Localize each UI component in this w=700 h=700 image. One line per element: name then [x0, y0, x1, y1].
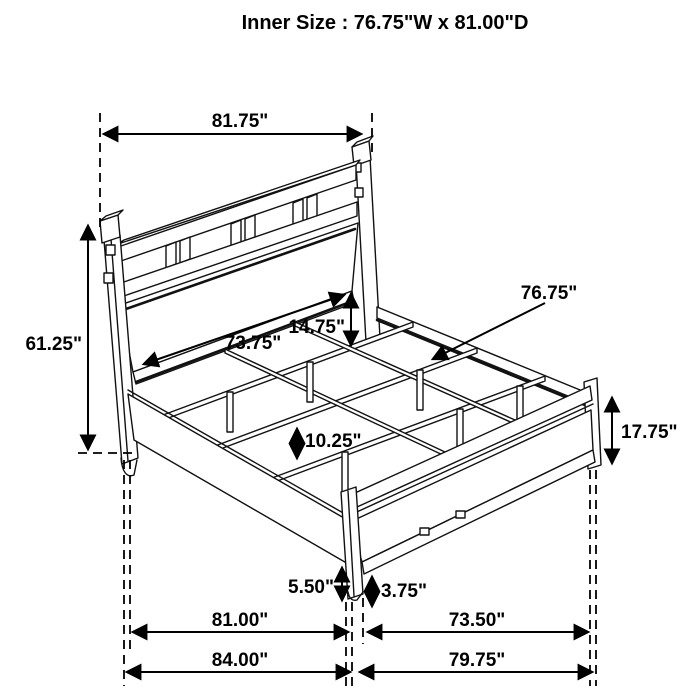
dim-label-side-rail-clearance: 5.50"	[288, 577, 334, 598]
dimension-footboard-overall-width	[360, 650, 592, 672]
dim-label-footboard-overall-width: 79.75"	[448, 650, 506, 671]
dimension-inner-depth	[133, 610, 348, 632]
dim-label-headboard-width: 81.75"	[211, 111, 269, 132]
dimension-footboard-inner-width	[368, 610, 588, 632]
footboard	[341, 378, 601, 600]
dimension-slat-length	[433, 283, 577, 359]
dim-label-panel-to-slat-height: 14.75"	[288, 317, 345, 338]
dim-label-headboard-height: 61.25"	[25, 334, 82, 355]
dim-label-inner-depth: 81.00"	[211, 610, 269, 631]
diagram-title: Inner Size : 76.75"W x 81.00"D	[241, 12, 529, 34]
right-side-rail	[377, 307, 585, 405]
bed-illustration	[100, 136, 601, 600]
dimension-side-rail-clearance	[288, 568, 342, 600]
dimension-footboard-height	[612, 398, 678, 463]
dim-label-footboard-inner-width: 73.50"	[448, 610, 506, 631]
dim-label-footboard-height: 17.75"	[621, 422, 678, 443]
dim-label-overall-depth: 84.00"	[211, 650, 269, 671]
dimension-headboard-height	[25, 226, 88, 449]
dimension-footboard-clearance	[372, 577, 427, 606]
dim-label-slat-length: 76.75"	[520, 283, 578, 304]
left-side-rail	[128, 390, 350, 565]
dimension-headboard-width	[104, 111, 361, 134]
dim-label-footboard-clearance: 3.75"	[381, 581, 427, 602]
dim-label-slat-leg-height: 10.25"	[305, 431, 362, 452]
dimension-overall-depth	[127, 650, 350, 672]
dim-label-headboard-inner-width: 73.75"	[224, 333, 282, 354]
